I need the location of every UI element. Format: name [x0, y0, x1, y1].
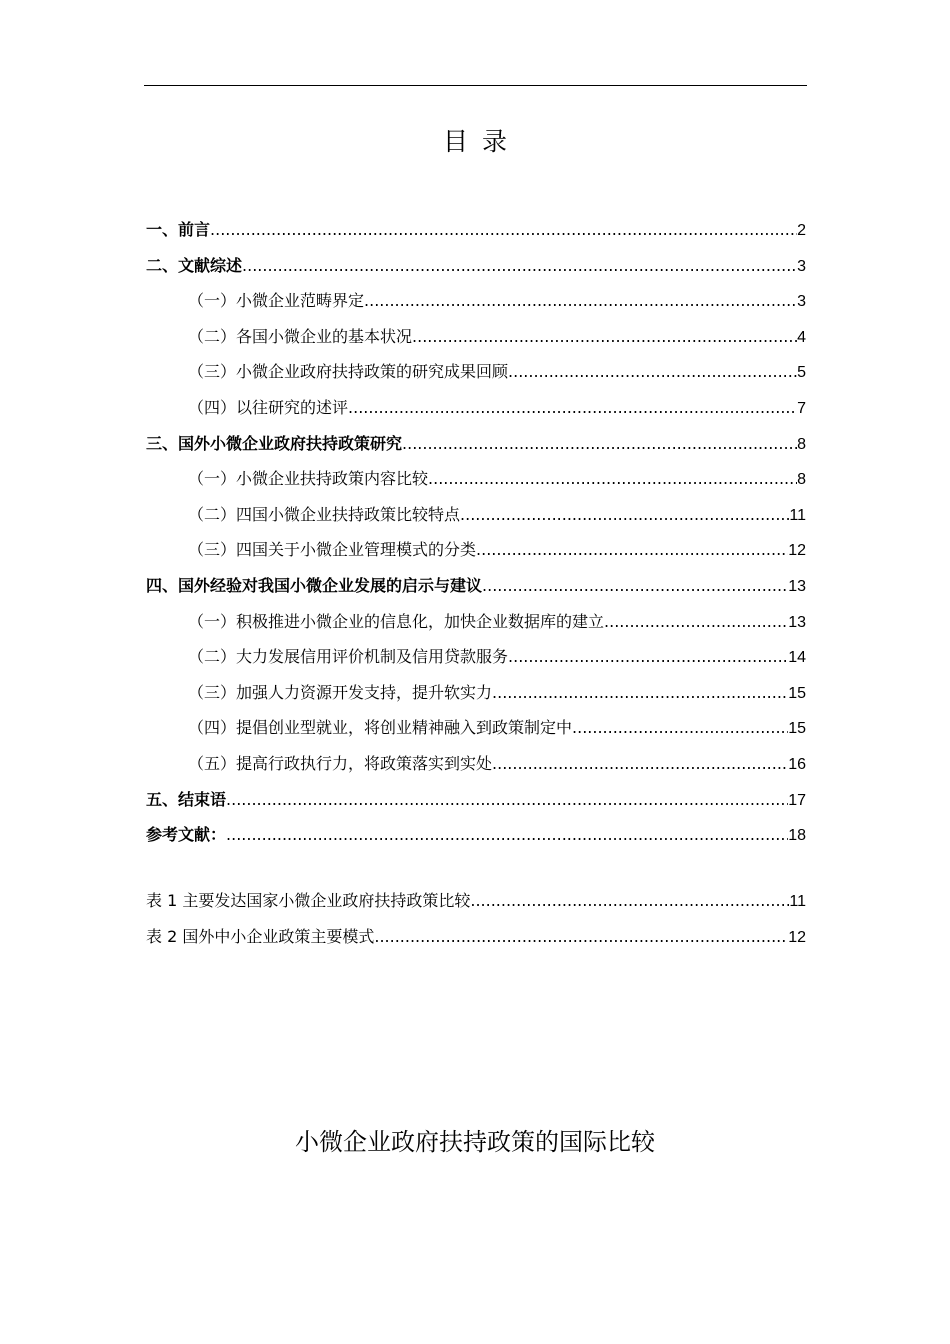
table-entry-page-number: 11	[789, 893, 806, 910]
toc-entry[interactable]	[146, 746, 806, 782]
toc-entry-label: 一、前言	[146, 220, 211, 239]
dot-leader	[210, 212, 797, 248]
dot-leader	[572, 710, 788, 746]
dot-leader	[460, 497, 789, 533]
table-of-contents	[146, 212, 806, 853]
toc-entry-label: 参考文献：	[146, 825, 227, 845]
table-entry-label: 表 1 主要发达国家小微企业政府扶持政策比较	[146, 891, 471, 910]
dot-leader	[364, 283, 797, 319]
dot-leader	[348, 390, 797, 426]
dot-leader	[412, 319, 797, 355]
list-of-tables	[146, 883, 806, 954]
toc-entry-label: （四）提倡创业型就业，将创业精神融入到政策制定中	[188, 718, 573, 738]
toc-entry-label: （一）小微企业范畴界定	[188, 291, 365, 311]
toc-entry-page-number: 12	[788, 542, 806, 560]
dot-leader	[242, 248, 797, 284]
toc-entry-label: （五）提高行政执行力，将政策落实到实处	[188, 753, 493, 773]
toc-entry-label: （二）大力发展信用评价机制及信用贷款服务	[188, 647, 509, 667]
toc-entry-label: （二）各国小微企业的基本状况	[188, 326, 413, 346]
dot-leader	[476, 532, 788, 568]
header-rule	[144, 85, 807, 86]
toc-entry[interactable]	[146, 639, 806, 675]
toc-entry-label: （四）以往研究的述评	[188, 397, 349, 417]
toc-entry-page-number: 3	[797, 293, 806, 311]
toc-entry[interactable]	[146, 497, 806, 533]
toc-entry-page-number: 15	[788, 720, 806, 738]
toc-entry-page-number: 15	[788, 684, 806, 702]
dot-leader	[226, 782, 788, 818]
dot-leader	[470, 883, 789, 919]
toc-entry-page-number: 2	[797, 222, 806, 239]
document-title: 小微企业政府扶持政策的国际比较	[295, 1128, 655, 1156]
toc-entry-page-number: 17	[788, 791, 806, 809]
dot-leader	[402, 426, 797, 462]
dot-leader	[226, 817, 788, 853]
toc-entry[interactable]	[146, 604, 806, 640]
table-entry-page-number: 12	[788, 928, 806, 946]
toc-entry[interactable]	[146, 461, 806, 497]
toc-entry-page-number: 5	[797, 364, 806, 382]
toc-entry[interactable]	[146, 710, 806, 746]
toc-entry[interactable]	[146, 212, 806, 248]
toc-entry-page-number: 7	[797, 399, 806, 417]
dot-leader	[492, 746, 788, 782]
toc-entry[interactable]	[146, 426, 806, 462]
toc-entry[interactable]	[146, 319, 806, 355]
toc-entry[interactable]	[146, 283, 806, 319]
toc-entry-label: 二、文献综述	[146, 255, 243, 275]
toc-entry-page-number: 14	[788, 649, 806, 667]
toc-entry-label: 四、国外经验对我国小微企业发展的启示与建议	[146, 575, 483, 595]
toc-entry-page-number: 13	[788, 577, 806, 595]
toc-title: 目录	[442, 127, 521, 156]
toc-entry[interactable]	[146, 354, 806, 390]
dot-leader	[492, 675, 788, 711]
toc-entry-page-number: 3	[797, 257, 806, 275]
toc-entry-page-number: 8	[797, 435, 806, 453]
toc-entry[interactable]	[146, 390, 806, 426]
table-entry[interactable]	[146, 919, 806, 955]
toc-entry-page-number: 18	[788, 827, 806, 845]
toc-entry-label: （三）四国关于小微企业管理模式的分类	[188, 540, 477, 560]
dot-leader	[428, 461, 797, 497]
dot-leader	[508, 639, 788, 675]
dot-leader	[508, 354, 797, 390]
toc-entry-page-number: 16	[788, 755, 806, 773]
toc-entry-page-number: 13	[788, 613, 806, 631]
dot-leader	[374, 919, 788, 955]
table-entry-label: 表 2 国外中小企业政策主要模式	[146, 926, 375, 946]
toc-entry-label: （一）积极推进小微企业的信息化，加快企业数据库的建立	[188, 611, 605, 631]
dot-leader	[482, 568, 788, 604]
toc-entry[interactable]	[146, 568, 806, 604]
toc-entry-label: （二）四国小微企业扶持政策比较特点	[188, 504, 461, 524]
toc-entry[interactable]	[146, 532, 806, 568]
table-entry[interactable]	[146, 883, 806, 919]
toc-entry-label: （三）小微企业政府扶持政策的研究成果回顾	[188, 362, 509, 382]
toc-entry[interactable]	[146, 817, 806, 853]
dot-leader	[604, 604, 788, 640]
toc-entry-label: （三）加强人力资源开发支持，提升软实力	[188, 682, 493, 702]
toc-entry[interactable]	[146, 675, 806, 711]
toc-entry-label: （一）小微企业扶持政策内容比较	[188, 469, 429, 489]
toc-entry-page-number: 4	[797, 328, 806, 346]
toc-entry-page-number: 8	[797, 471, 806, 489]
toc-entry-label: 五、结束语	[146, 789, 227, 809]
toc-entry-page-number: 11	[789, 506, 806, 524]
toc-entry-label: 三、国外小微企业政府扶持政策研究	[146, 433, 403, 453]
toc-entry[interactable]	[146, 248, 806, 284]
toc-entry[interactable]	[146, 782, 806, 818]
